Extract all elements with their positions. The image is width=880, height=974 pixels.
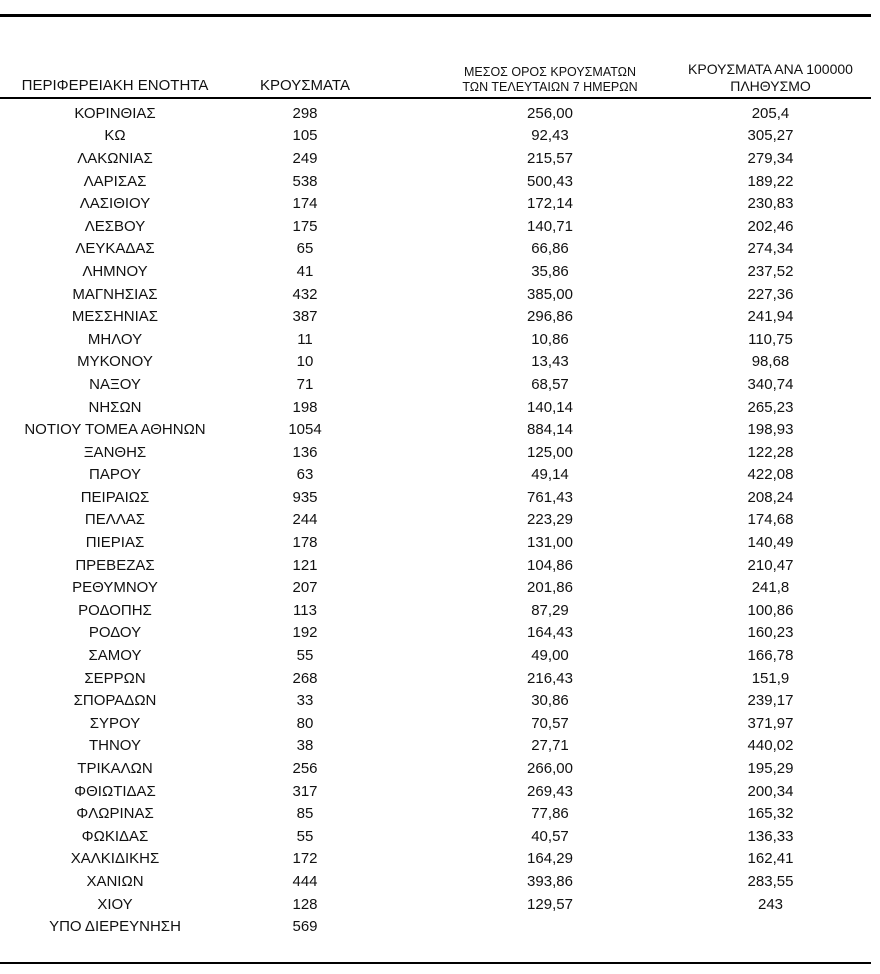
avg-7day-cell (380, 915, 670, 938)
cases-cell: 172 (292, 850, 318, 868)
table-body (0, 98, 871, 938)
avg-7day-cell: 87,29 (531, 601, 569, 619)
avg-7day-cell: 164,43 (527, 624, 573, 642)
cases-cell: 113 (293, 601, 317, 619)
region-name-cell: ΣΠΟΡΑΔΩΝ (73, 692, 157, 710)
table-row (0, 215, 871, 238)
column-header-per-100k (670, 50, 871, 98)
avg-7day-cell: 761,43 (527, 488, 573, 506)
cases-cell: 387 (292, 308, 318, 326)
table-row (0, 689, 871, 712)
column-header-7day-avg-line1: ΜΕΣΟΣ ΟΡΟΣ ΚΡΟΥΣΜΑΤΩΝ (463, 65, 637, 79)
table-row (0, 441, 871, 464)
table-row (0, 486, 871, 509)
per-100k-cell: 237,52 (747, 262, 794, 280)
avg-7day-cell: 68,57 (531, 375, 569, 393)
cases-cell: 10 (296, 353, 314, 371)
regional-cases-table (0, 50, 871, 938)
cases-cell: 569 (292, 918, 318, 936)
region-name-cell: ΦΘΙΩΤΙΔΑΣ (74, 782, 156, 800)
cases-cell: 298 (292, 104, 318, 122)
table-row (0, 712, 871, 735)
column-header-7day-avg (380, 50, 670, 98)
avg-7day-cell: 27,71 (531, 737, 569, 755)
per-100k-cell: 100,86 (747, 601, 794, 619)
table-row (0, 170, 871, 193)
per-100k-cell: 195,29 (747, 760, 794, 778)
avg-7day-cell: 385,00 (527, 285, 573, 303)
table-row (0, 757, 871, 780)
table-row (0, 305, 871, 328)
cases-cell: 317 (292, 782, 318, 800)
region-name-cell: ΡΕΘΥΜΝΟΥ (72, 579, 158, 597)
per-100k-cell: 160,23 (747, 624, 794, 642)
avg-7day-cell: 140,71 (527, 217, 573, 235)
region-name-cell: ΣΥΡΟΥ (89, 714, 141, 732)
avg-7day-cell: 164,29 (527, 850, 573, 868)
per-100k-cell: 265,23 (747, 398, 794, 416)
table-row (0, 192, 871, 215)
table-row (0, 576, 871, 599)
region-name-cell: ΦΛΩΡΙΝΑΣ (76, 805, 154, 823)
per-100k-cell: 205,4 (751, 104, 790, 122)
per-100k-cell: 305,27 (747, 127, 794, 145)
table-row (0, 667, 871, 690)
cases-cell: 538 (292, 172, 318, 190)
cases-cell: 33 (296, 692, 314, 710)
per-100k-cell: 208,24 (747, 488, 794, 506)
region-name-cell: ΧΙΟΥ (97, 895, 133, 913)
table-row (0, 351, 871, 374)
cases-cell: 198 (292, 398, 318, 416)
avg-7day-cell: 40,57 (531, 827, 569, 845)
cases-cell: 244 (292, 511, 318, 529)
table-row (0, 147, 871, 170)
per-100k-cell (670, 915, 871, 938)
column-header-cases (230, 50, 380, 98)
region-name-cell: ΠΙΕΡΙΑΣ (85, 534, 145, 552)
table-row (0, 283, 871, 306)
cases-cell: 444 (292, 872, 318, 890)
avg-7day-cell: 13,43 (531, 353, 569, 371)
avg-7day-cell: 49,14 (531, 466, 569, 484)
per-100k-cell: 122,28 (747, 443, 794, 461)
region-name-cell: ΡΟΔΟΠΗΣ (78, 601, 152, 619)
per-100k-cell: 241,8 (751, 579, 790, 597)
table-row (0, 328, 871, 351)
avg-7day-cell: 140,14 (527, 398, 573, 416)
avg-7day-cell: 172,14 (527, 195, 573, 213)
per-100k-cell: 174,68 (747, 511, 794, 529)
avg-7day-cell: 201,86 (527, 579, 573, 597)
table-row (0, 464, 871, 487)
table-row (0, 554, 871, 577)
region-name-cell: ΛΗΜΝΟΥ (82, 262, 148, 280)
region-name-cell: ΧΑΛΚΙΔΙΚΗΣ (70, 850, 160, 868)
per-100k-cell: 200,34 (747, 782, 794, 800)
cases-cell: 55 (296, 827, 314, 845)
region-name-cell: ΦΩΚΙΔΑΣ (81, 827, 149, 845)
table-row (0, 622, 871, 645)
avg-7day-cell: 266,00 (527, 760, 573, 778)
cases-cell: 207 (292, 579, 318, 597)
per-100k-cell: 189,22 (747, 172, 794, 190)
per-100k-cell: 136,33 (747, 827, 794, 845)
region-name-cell: ΛΕΥΚΑΔΑΣ (75, 240, 155, 258)
column-header-region-label: ΠΕΡΙΦΕΡΕΙΑΚΗ ΕΝΟΤΗΤΑ (21, 77, 209, 94)
avg-7day-cell: 223,29 (527, 511, 573, 529)
per-100k-cell: 210,47 (747, 556, 794, 574)
table-row (0, 893, 871, 916)
avg-7day-cell: 500,43 (527, 172, 573, 190)
column-header-region (0, 50, 230, 98)
avg-7day-cell: 393,86 (527, 872, 573, 890)
per-100k-cell: 279,34 (747, 149, 794, 167)
cases-cell: 935 (292, 488, 318, 506)
per-100k-cell: 340,74 (747, 375, 794, 393)
per-100k-cell: 198,93 (747, 421, 794, 439)
per-100k-cell: 241,94 (747, 308, 794, 326)
column-header-7day-avg-line2: ΤΩΝ ΤΕΛΕΥΤΑΙΩΝ 7 ΗΜΕΡΩΝ (462, 80, 638, 94)
avg-7day-cell: 10,86 (531, 330, 569, 348)
region-name-cell: ΤΡΙΚΑΛΩΝ (77, 760, 153, 778)
per-100k-cell: 243 (757, 895, 784, 913)
per-100k-cell: 283,55 (747, 872, 794, 890)
region-name-cell: ΝΗΣΩΝ (88, 398, 142, 416)
table-row (0, 915, 871, 938)
avg-7day-cell: 49,00 (531, 647, 569, 665)
cases-cell: 432 (292, 285, 318, 303)
table-row (0, 418, 871, 441)
per-100k-cell: 166,78 (747, 647, 794, 665)
avg-7day-cell: 296,86 (527, 308, 573, 326)
cases-cell: 55 (296, 647, 314, 665)
cases-cell: 174 (292, 195, 318, 213)
per-100k-cell: 165,32 (747, 805, 794, 823)
per-100k-cell: 230,83 (747, 195, 794, 213)
region-name-cell: ΠΕΛΛΑΣ (84, 511, 146, 529)
region-name-cell: ΠΡΕΒΕΖΑΣ (75, 556, 155, 574)
region-name-cell: ΧΑΝΙΩΝ (86, 872, 144, 890)
region-name-cell: ΜΑΓΝΗΣΙΑΣ (72, 285, 158, 303)
region-name-cell: ΤΗΝΟΥ (88, 737, 142, 755)
per-100k-cell: 98,68 (751, 353, 790, 371)
avg-7day-cell: 216,43 (527, 669, 573, 687)
cases-cell: 128 (292, 895, 318, 913)
table-row (0, 802, 871, 825)
cases-cell: 11 (297, 330, 313, 348)
cases-cell: 41 (296, 262, 314, 280)
per-100k-cell: 202,46 (747, 217, 794, 235)
table-row (0, 238, 871, 261)
avg-7day-cell: 70,57 (531, 714, 569, 732)
cases-cell: 63 (296, 466, 314, 484)
cases-cell: 1054 (288, 421, 322, 439)
region-name-cell: ΛΕΣΒΟΥ (84, 217, 146, 235)
cases-cell: 121 (292, 556, 318, 574)
per-100k-cell: 140,49 (747, 534, 794, 552)
cases-cell: 136 (292, 443, 318, 461)
cases-cell: 71 (296, 375, 314, 393)
per-100k-cell: 110,75 (748, 330, 793, 348)
cases-cell: 38 (296, 737, 314, 755)
region-name-cell: ΛΑΣΙΘΙΟΥ (79, 195, 151, 213)
avg-7day-cell: 77,86 (531, 805, 569, 823)
per-100k-cell: 440,02 (747, 737, 794, 755)
region-name-cell: ΡΟΔΟΥ (88, 624, 142, 642)
table-row (0, 735, 871, 758)
region-name-cell: ΛΑΡΙΣΑΣ (83, 172, 147, 190)
per-100k-cell: 371,97 (747, 714, 794, 732)
table-row (0, 870, 871, 893)
avg-7day-cell: 269,43 (527, 782, 573, 800)
region-name-cell: ΞΑΝΘΗΣ (83, 443, 147, 461)
avg-7day-cell: 30,86 (531, 692, 569, 710)
avg-7day-cell: 104,86 (527, 556, 573, 574)
region-name-cell: ΜΥΚΟΝΟΥ (77, 353, 153, 371)
cases-cell: 268 (292, 669, 318, 687)
avg-7day-cell: 884,14 (527, 421, 573, 439)
region-name-cell: ΣΕΡΡΩΝ (84, 669, 146, 687)
per-100k-cell: 239,17 (747, 692, 794, 710)
avg-7day-cell: 129,57 (527, 895, 573, 913)
per-100k-cell: 151,9 (751, 669, 790, 687)
column-header-cases-label: ΚΡΟΥΣΜΑΤΑ (260, 77, 350, 94)
region-name-cell: ΛΑΚΩΝΙΑΣ (77, 149, 153, 167)
table-row (0, 599, 871, 622)
cases-cell: 105 (292, 127, 318, 145)
per-100k-cell: 162,41 (747, 850, 794, 868)
per-100k-cell: 422,08 (747, 466, 794, 484)
cases-cell: 85 (296, 805, 314, 823)
region-name-cell: ΣΑΜΟΥ (88, 647, 142, 665)
cases-cell: 80 (296, 714, 314, 732)
region-name-cell: ΥΠΟ ΔΙΕΡΕΥΝΗΣΗ (49, 918, 181, 936)
cases-cell: 192 (292, 624, 318, 642)
avg-7day-cell: 256,00 (527, 104, 573, 122)
table-header (0, 50, 871, 98)
table-row (0, 848, 871, 871)
bottom-rule (0, 962, 871, 964)
per-100k-cell: 274,34 (747, 240, 794, 258)
column-header-per-100k-line2: ΠΛΗΘΥΣΜΟ (730, 78, 811, 94)
header-row (0, 50, 871, 98)
region-name-cell: ΜΕΣΣΗΝΙΑΣ (71, 308, 159, 326)
avg-7day-cell: 131,00 (527, 534, 573, 552)
per-100k-cell: 227,36 (747, 285, 794, 303)
table-row (0, 644, 871, 667)
table-row (0, 825, 871, 848)
cases-cell: 249 (292, 149, 318, 167)
cases-cell: 256 (292, 760, 318, 778)
region-name-cell: ΚΟΡΙΝΘΙΑΣ (74, 104, 156, 122)
table-row (0, 260, 871, 283)
avg-7day-cell: 215,57 (527, 149, 573, 167)
table-row (0, 509, 871, 532)
top-rule (0, 14, 871, 17)
avg-7day-cell: 35,86 (531, 262, 569, 280)
region-name-cell: ΝΑΞΟΥ (89, 375, 141, 393)
column-header-per-100k-line1: ΚΡΟΥΣΜΑΤΑ ΑΝΑ 100000 (688, 61, 853, 77)
table-row (0, 98, 871, 125)
avg-7day-cell: 66,86 (531, 240, 569, 258)
table-row (0, 125, 871, 148)
region-name-cell: ΠΑΡΟΥ (88, 466, 142, 484)
region-name-cell: ΠΕΙΡΑΙΩΣ (80, 488, 150, 506)
table-row (0, 396, 871, 419)
table-row (0, 780, 871, 803)
table-row (0, 373, 871, 396)
region-name-cell: ΝΟΤΙΟΥ ΤΟΜΕΑ ΑΘΗΝΩΝ (24, 421, 206, 439)
cases-cell: 175 (292, 217, 318, 235)
avg-7day-cell: 92,43 (531, 127, 569, 145)
region-name-cell: ΚΩ (104, 127, 126, 145)
table-row (0, 531, 871, 554)
cases-cell: 65 (296, 240, 314, 258)
cases-cell: 178 (292, 534, 318, 552)
region-name-cell: ΜΗΛΟΥ (87, 330, 143, 348)
avg-7day-cell: 125,00 (527, 443, 573, 461)
